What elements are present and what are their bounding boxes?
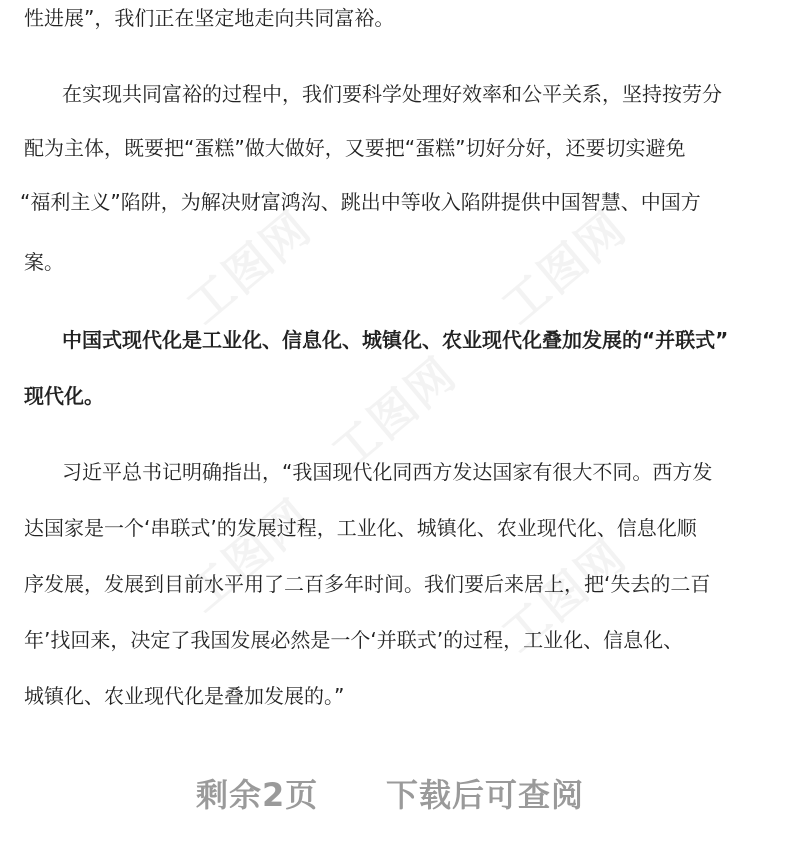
paragraph-line: 案。	[24, 250, 64, 274]
watermark: 工图网	[176, 488, 322, 623]
watermark: 工图网	[321, 346, 467, 481]
paragraph-line: 序发展，发展到目前水平用了二百多年时间。我们要后来居上，把‘失去的二百	[24, 572, 711, 596]
paragraph-line: 在实现共同富裕的过程中，我们要科学处理好效率和公平关系，坚持按劳分	[62, 82, 722, 106]
remaining-pages-label[interactable]: 剩余2页	[196, 776, 319, 814]
watermark: 工图网	[176, 200, 322, 335]
section-heading-line: 中国式现代化是工业化、信息化、城镇化、农业现代化叠加发展的“并联式”	[62, 328, 729, 352]
section-heading-line: 现代化。	[24, 384, 104, 408]
paragraph-line: 城镇化、农业现代化是叠加发展的。”	[24, 684, 345, 708]
paragraph-line: 年’找回来，决定了我国发展必然是一个‘并联式’的过程，工业化、信息化、	[24, 628, 684, 652]
watermark: 工图网	[491, 200, 637, 335]
watermark: 工图网	[491, 528, 637, 663]
paragraph-line: 配为主体，既要把“蛋糕”做大做好，又要把“蛋糕”切好分好，还要切实避免	[24, 136, 686, 160]
paragraph-line: 达国家是一个‘串联式’的发展过程，工业化、城镇化、农业现代化、信息化顺	[24, 516, 697, 540]
paragraph-line: “福利主义”陷阱，为解决财富鸿沟、跳出中等收入陷阱提供中国智慧、中国方	[20, 190, 701, 214]
download-prompt[interactable]	[0, 770, 800, 814]
download-hint-label[interactable]: 下载后可查阅	[386, 776, 585, 814]
paragraph-line: 习近平总书记明确指出，“我国现代化同西方发达国家有很大不同。西方发	[62, 460, 713, 484]
paragraph-line: 性进展”，我们正在坚定地走向共同富裕。	[24, 6, 395, 30]
